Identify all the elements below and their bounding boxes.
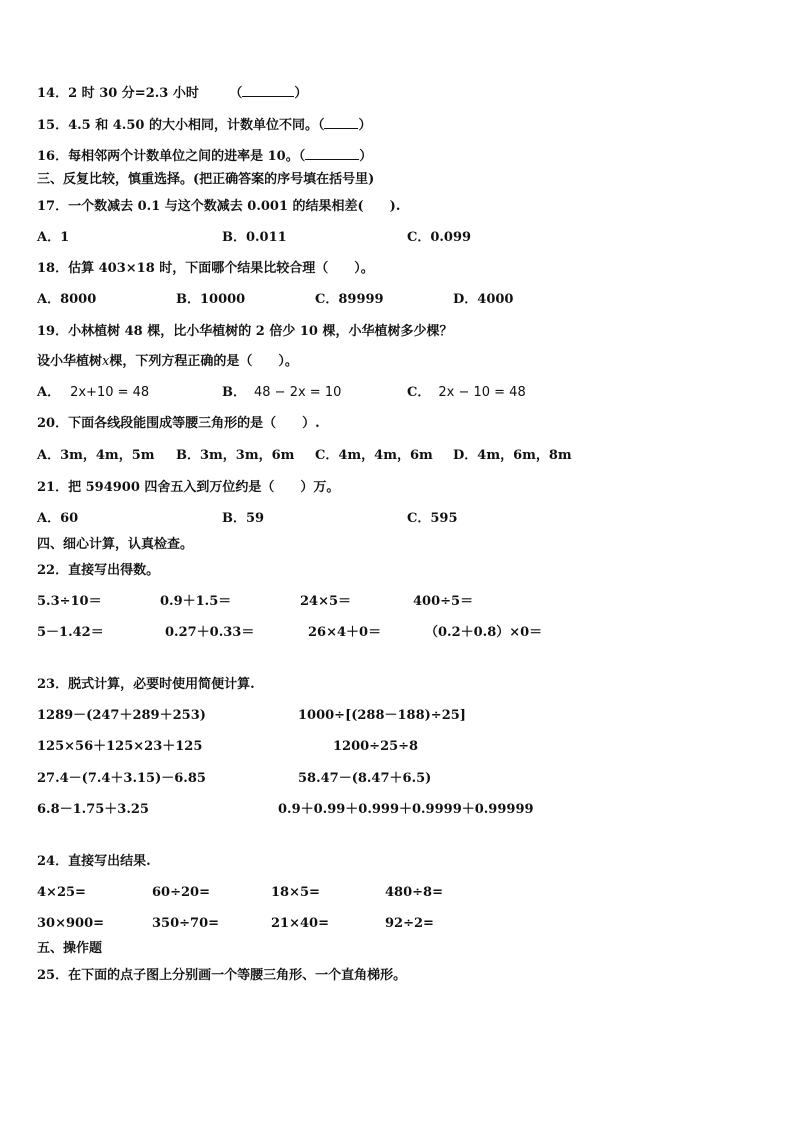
calc-item: 5－1.42＝: [37, 625, 104, 640]
calc-item: 125×56＋125×23＋125: [37, 739, 203, 754]
calc-item: 92÷2=: [385, 916, 434, 931]
calc-item: 0.9＋1.5＝: [160, 594, 232, 609]
calc-item: 30×900=: [37, 916, 105, 931]
answer-blank[interactable]: [242, 84, 294, 97]
question-18-stem: 18．估算 403×18 时，下面哪个结果比较合理（ ）。: [37, 261, 374, 276]
option-b[interactable]: B．3m，3m，6m: [176, 448, 295, 463]
answer-blank[interactable]: [305, 147, 359, 160]
calc-item: 60÷20=: [152, 885, 210, 900]
option-a[interactable]: A．60: [37, 511, 79, 526]
question-19-stem: 19．小林植树 48 棵，比小华植树的 2 倍少 10 棵，小华植树多少棵？: [37, 324, 453, 339]
option-a[interactable]: A． 2x+10 = 48: [37, 385, 150, 400]
question-17-stem: 17．一个数减去 0.1 与这个数减去 0.001 的结果相差( ).: [37, 199, 401, 214]
calc-item: 400÷5＝: [413, 594, 474, 609]
question-22-stem: 22．直接写出得数。: [37, 563, 160, 578]
option-b[interactable]: B．59: [222, 511, 265, 526]
question-24-stem: 24．直接写出结果.: [37, 854, 151, 869]
question-16: 16．每相邻两个计数单位之间的进率是 10。（ ）: [37, 149, 373, 164]
option-c[interactable]: C．4m，4m，6m: [315, 448, 433, 463]
calc-item: 350÷70=: [152, 916, 220, 931]
calc-item: 1200÷25÷8: [333, 739, 419, 754]
calc-item: 58.47－(8.47＋6.5): [298, 771, 432, 786]
option-b[interactable]: B．0.011: [222, 230, 287, 245]
calc-item: 1289－(247＋289＋253): [37, 708, 206, 723]
question-14: 14．2 时 30 分=2.3 小时 （ ）: [37, 86, 308, 101]
calc-item: 480÷8=: [385, 885, 443, 900]
option-b[interactable]: B． 48 − 2x = 10: [222, 385, 342, 400]
section-4-title: 四、细心计算，认真检查。: [37, 537, 194, 552]
question-15: 15．4.5 和 4.50 的大小相同，计数单位不同。（ ）: [37, 118, 372, 133]
option-c[interactable]: C．0.099: [407, 230, 472, 245]
option-c[interactable]: C． 2x − 10 = 48: [407, 385, 526, 400]
question-21-stem: 21．把 594900 四舍五入到万位约是（ ）万。: [37, 480, 340, 495]
calc-item: （0.2＋0.8）×0＝: [425, 625, 543, 640]
calc-item: 26×4＋0＝: [308, 625, 382, 640]
calc-item: 6.8－1.75＋3.25: [37, 802, 149, 817]
option-b[interactable]: B．10000: [176, 292, 246, 307]
question-23-stem: 23．脱式计算，必要时使用简便计算.: [37, 677, 255, 692]
calc-item: 27.4－(7.4＋3.15)－6.85: [37, 771, 206, 786]
calc-item: 5.3÷10＝: [37, 594, 102, 609]
calc-item: 0.9＋0.99＋0.999＋0.9999＋0.99999: [278, 802, 534, 817]
calc-item: 18×5=: [271, 885, 320, 900]
calc-item: 0.27＋0.33＝: [165, 625, 255, 640]
calc-item: 24×5＝: [300, 594, 352, 609]
answer-blank[interactable]: [324, 116, 358, 129]
calc-item: 21×40=: [271, 916, 329, 931]
option-a[interactable]: A．8000: [37, 292, 97, 307]
option-d[interactable]: D．4m，6m，8m: [453, 448, 572, 463]
option-c[interactable]: C．595: [407, 511, 458, 526]
calc-item: 1000÷[(288－188)÷25]: [298, 708, 466, 723]
question-19-sub: 设小华植树x棵，下列方程正确的是（ ）。: [37, 354, 298, 369]
option-a[interactable]: A．3m，4m，5m: [37, 448, 155, 463]
question-25-stem: 25．在下面的点子图上分别画一个等腰三角形、一个直角梯形。: [37, 968, 407, 983]
option-c[interactable]: C．89999: [315, 292, 384, 307]
calc-item: 4×25=: [37, 885, 86, 900]
question-20-stem: 20．下面各线段能围成等腰三角形的是（ ）.: [37, 416, 320, 431]
option-a[interactable]: A．1: [37, 230, 70, 245]
section-5-title: 五、操作题: [37, 941, 103, 956]
section-3-title: 三、反复比较，慎重选择。(把正确答案的序号填在括号里): [37, 172, 375, 187]
option-d[interactable]: D．4000: [453, 292, 514, 307]
